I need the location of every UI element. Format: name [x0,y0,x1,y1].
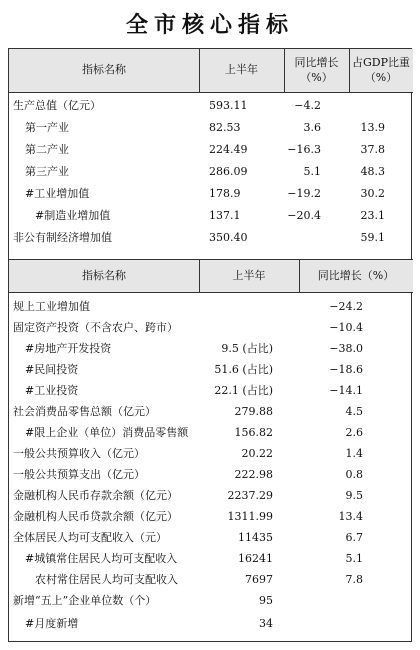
row-label: 第一产业 [25,121,69,134]
table-row [9,117,413,138]
row-yoy: −19.2 [287,187,321,200]
row-yoy: 5.1 [345,552,363,565]
table-row [9,296,413,317]
row-yoy: 2.6 [345,426,363,439]
row-yoy: 1.4 [345,447,363,460]
table-row [9,422,413,443]
row-label: 全体居民人均可支配收入（元） [13,531,167,544]
table1-header-share: 占GDP比重 （%） [351,55,410,84]
row-yoy: −38.0 [329,342,363,355]
table-row [9,613,413,634]
row-yoy: 4.5 [345,405,363,418]
table-row [9,527,413,548]
row-label: 非公有制经济增加值 [13,231,112,244]
row-label: 一般公共预算支出（亿元） [13,468,145,481]
row-label: #限上企业（单位）消费品零售额 [25,426,189,439]
table1-header-h1: 上半年 [225,63,258,77]
table-row [9,227,413,248]
table-row [9,183,413,204]
row-yoy: −14.1 [329,384,363,397]
row-h1: 11435 [238,531,273,544]
row-label: 金融机构人民币存款余额（亿元） [13,489,178,502]
row-h1: 593.11 [209,99,248,112]
row-h1: 222.98 [234,468,273,481]
table1-header-name: 指标名称 [82,63,126,77]
row-h1: 20.22 [241,447,273,460]
row-label: #制造业增加值 [35,209,111,222]
row-yoy: −18.6 [329,363,363,376]
row-h1: 7697 [245,573,273,586]
row-yoy: −16.3 [287,143,321,156]
table-row [9,139,413,160]
row-label: #工业增加值 [25,187,90,200]
table2-header [9,259,413,293]
row-share: 37.8 [360,143,385,156]
row-share: 23.1 [360,209,385,222]
row-label: 第三产业 [25,165,69,178]
page-title: 全市核心指标 [125,12,294,38]
row-yoy: 6.7 [345,531,363,544]
row-yoy: 3.6 [303,121,321,134]
row-share: 48.3 [360,165,385,178]
table-row [9,161,413,182]
row-label: #房地产开发投资 [25,342,112,355]
table2-header-yoy: 同比增长（%） [317,268,395,282]
row-h1: 286.09 [209,165,248,178]
table-row [9,95,413,116]
row-label: 第二产业 [25,143,69,156]
indicator-table [8,48,412,642]
table1-header [9,49,413,93]
row-h1: 178.9 [209,187,241,200]
table-row [9,338,413,359]
table-row [9,443,413,464]
row-h1: 51.6 (占比) [214,363,273,376]
row-yoy: −24.2 [329,300,363,313]
table-row [9,205,413,226]
row-label: 金融机构人民币贷款余额（亿元） [13,510,178,523]
row-label: 社会消费品零售总额（亿元） [13,405,156,418]
table-row [9,317,413,338]
row-h1: 34 [259,617,273,630]
row-label: #月度新增 [25,617,79,630]
table2-header-name: 指标名称 [82,268,126,282]
row-h1: 224.49 [209,143,248,156]
row-label: #工业投资 [25,384,79,397]
table-row [9,464,413,485]
row-share: 13.9 [360,121,385,134]
row-label: 农村常住居民人均可支配收入 [35,573,178,586]
row-yoy: 7.8 [345,573,363,586]
row-share: 59.1 [360,231,385,244]
row-h1: 2237.29 [227,489,273,502]
table-row [9,548,413,569]
table-row [9,359,413,380]
row-yoy: −4.2 [294,99,321,112]
row-h1: 82.53 [209,121,241,134]
table-row [9,590,413,611]
row-share: 30.2 [360,187,385,200]
row-yoy: −20.4 [287,209,321,222]
row-h1: 350.40 [209,231,248,244]
table-row [9,380,413,401]
table2-header-h1: 上半年 [232,268,266,282]
row-label: #民间投资 [25,363,79,376]
table-row [9,506,413,527]
row-yoy: 5.1 [303,165,321,178]
row-yoy: 13.4 [338,510,363,523]
row-label: 新增“五上”企业单位数（个） [13,594,157,607]
row-h1: 279.88 [234,405,273,418]
row-label: 规上工业增加值 [13,300,90,313]
row-h1: 95 [259,594,273,607]
row-label: #城镇常住居民人均可支配收入 [25,552,178,565]
table-row [9,401,413,422]
row-yoy: 0.8 [345,468,363,481]
table-row [9,569,413,590]
row-yoy: −10.4 [329,321,363,334]
table1-header-yoy: 同比增长 （%） [294,55,339,84]
row-label: 生产总值（亿元） [13,99,101,112]
table-row [9,485,413,506]
row-label: 固定资产投资（不含农户、跨市） [13,321,178,334]
row-h1: 16241 [238,552,273,565]
row-h1: 9.5 (占比) [221,342,273,355]
row-h1: 22.1 (占比) [214,384,273,397]
row-yoy: 9.5 [345,489,363,502]
row-h1: 156.82 [234,426,273,439]
row-h1: 137.1 [209,209,241,222]
row-label: 一般公共预算收入（亿元） [13,447,145,460]
row-h1: 1311.99 [227,510,273,523]
